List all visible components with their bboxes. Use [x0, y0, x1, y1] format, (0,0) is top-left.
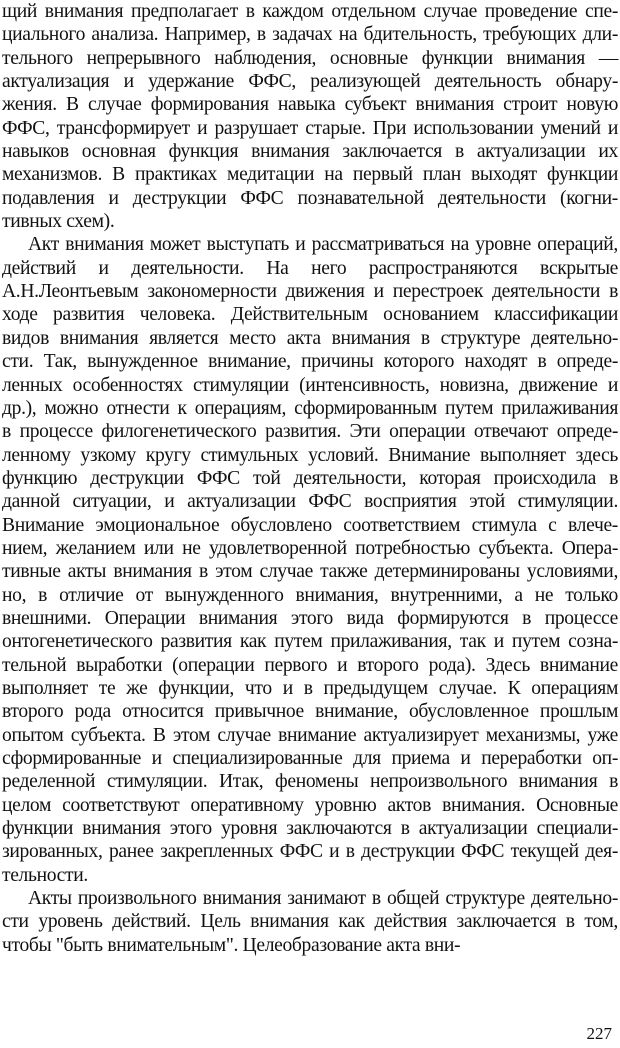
text-line: А.Н.Леонтьевым закономерности движения и перестроек деятельности в: [2, 281, 618, 303]
text-line: тельного непрерывного наблюдения, основные функции внимания —: [2, 47, 618, 69]
text-line: сти уровень действий. Цель внимания как действия заключается в том,: [2, 911, 618, 933]
text-line: подавления и деструкции ФФС познавательной деятельности (когни-: [2, 187, 618, 209]
text-line: но, в отличие от вынужденного внимания, внутренними, а не только: [2, 584, 618, 606]
text-line: Акты произвольного внимания занимают в общей структуре деятельно-: [28, 888, 618, 910]
paragraph: [2, 0, 618, 233]
text-line: чтобы "быть внимательным". Целеобразование акта вни-: [2, 934, 461, 956]
text-line: функцию деструкции ФФС той деятельности, которая происходила в: [2, 467, 618, 489]
text-line: сти. Так, вынужденное внимание, причины которого находят в опреде-: [2, 351, 618, 373]
text-line: выполняет те же функции, что и в предыдущем случае. К операциям: [2, 677, 618, 699]
text-line: жения. В случае формирования навыка субъект внимания строит новую: [2, 94, 618, 116]
text-line: Акт внимания может выступать и рассматриваться на уровне операций,: [28, 234, 618, 256]
text-line: внешними. Операции внимания этого вида формируются в процессе: [2, 607, 618, 629]
paragraph: [2, 887, 618, 957]
page-number: 227: [586, 1024, 612, 1043]
text-line: функции внимания этого уровня заключаются в актуализации специали-: [2, 818, 618, 840]
text-line: ФФС, трансформирует и разрушает старые. При использовании умений и: [2, 117, 618, 139]
text-line: в процессе филогенетического развития. Эти операции отвечают опреде-: [2, 421, 618, 443]
text-line: действий и деятельности. На него распространяются вскрытые: [2, 257, 618, 279]
body-text: [2, 0, 618, 957]
text-line: второго рода относится привычное внимание, обусловленное прошлым: [2, 701, 618, 723]
text-line: данной ситуации, и актуализации ФФС восприятия этой стимуляции.: [2, 491, 618, 513]
text-line: целом соответствуют оперативному уровню актов внимания. Основные: [2, 794, 618, 816]
text-line: механизмов. В практиках медитации на первый план выходят функции: [2, 164, 618, 186]
text-line: ходе развития человека. Действительным основанием классификации: [2, 304, 618, 326]
text-line: щий внимания предполагает в каждом отдельном случае проведение спе-: [2, 1, 618, 22]
text-line: тельности.: [2, 864, 88, 886]
text-line: нием, желанием или не удовлетворенной потребностью субъекта. Опера-: [2, 537, 618, 559]
text-line: тивных схем).: [2, 211, 115, 233]
text-line: тельной выработки (операции первого и второго рода). Здесь внимание: [2, 654, 618, 676]
text-line: тивные акты внимания в этом случае также детерминированы условиями,: [2, 561, 618, 583]
text-line: Внимание эмоциональное обусловлено соответствием стимула с влече-: [2, 514, 618, 536]
text-line: циального анализа. Например, в задачах на бдительность, требующих дли-: [2, 24, 618, 46]
text-line: навыков основная функция внимания заключается в актуализации их: [2, 141, 618, 163]
text-line: онтогенетического развития как путем прилаживания, так и путем созна-: [2, 631, 618, 653]
text-line: ленных особенностях стимуляции (интенсивность, новизна, движение и: [2, 374, 618, 396]
text-line: ленному узкому кругу стимульных условий. Внимание выполняет здесь: [2, 444, 618, 466]
text-line: сформированные и специализированные для приема и переработки оп-: [2, 748, 618, 769]
text-line: ределенной стимуляции. Итак, феномены непроизвольного внимания в: [2, 771, 618, 793]
text-line: видов внимания является место акта внимания в структуре деятельно-: [2, 327, 618, 349]
text-line: опытом субъекта. В этом случае внимание актуализирует механизмы, уже: [2, 724, 618, 746]
text-line: др.), можно отнести к операциям, сформированным путем прилаживания: [2, 397, 618, 419]
paragraph: [2, 233, 618, 887]
text-line: зированных, ранее закрепленных ФФС и в деструкции ФФС текущей дея-: [2, 841, 618, 863]
text-line: актуализация и удержание ФФС, реализующей деятельность обнару-: [2, 71, 618, 93]
